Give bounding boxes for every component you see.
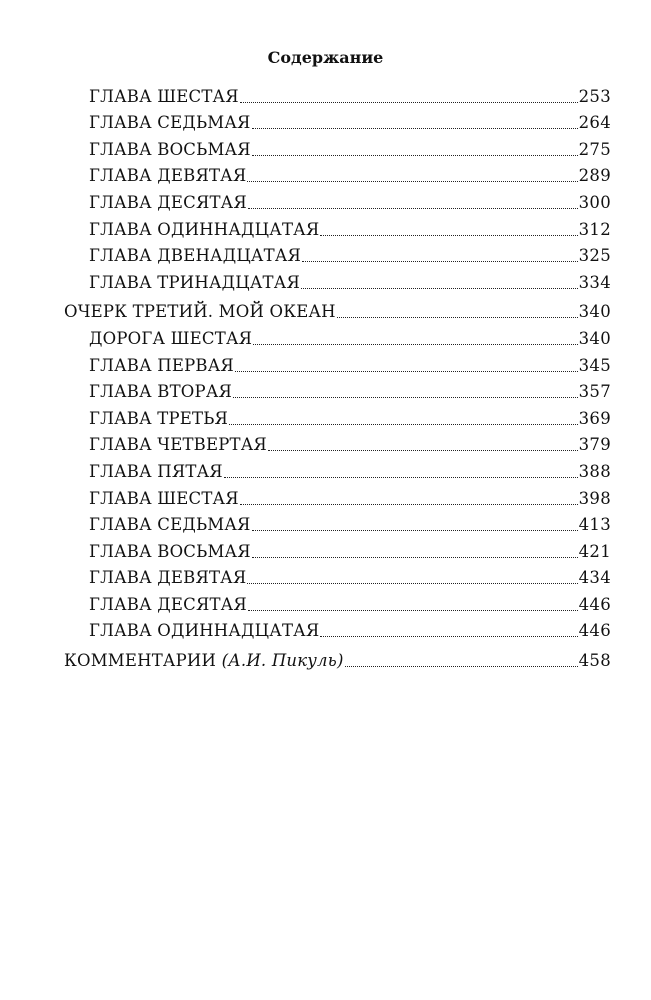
toc-entry-title: ГЛАВА ДЕВЯТАЯ xyxy=(89,568,247,588)
toc-entry xyxy=(0,214,651,241)
toc-entry xyxy=(0,134,651,161)
toc-entry-title: ГЛАВА ДЕСЯТАЯ xyxy=(89,594,247,614)
toc-entry xyxy=(0,616,651,643)
dot-leader xyxy=(248,610,578,611)
toc-entry xyxy=(0,187,651,214)
dot-leader xyxy=(240,504,578,505)
dot-leader xyxy=(224,477,578,478)
dot-leader xyxy=(229,424,578,425)
toc-entry-title: ДОРОГА ШЕСТАЯ xyxy=(89,328,253,348)
toc-entry-title: ГЛАВА ОДИННАДЦАТАЯ xyxy=(89,219,320,239)
dot-leader xyxy=(247,583,577,584)
dot-leader xyxy=(240,102,578,103)
dot-leader xyxy=(252,128,578,129)
toc-entry-title: ГЛАВА СЕДЬМАЯ xyxy=(89,515,251,535)
toc-page-number: 421 xyxy=(578,541,611,561)
toc-page-number: 458 xyxy=(578,651,611,671)
toc-page-number: 345 xyxy=(578,355,611,375)
toc-entry-title: ГЛАВА СЕДЬМАЯ xyxy=(89,113,251,133)
dot-leader xyxy=(268,450,578,451)
toc-page-number: 357 xyxy=(578,382,611,402)
toc-page-number: 413 xyxy=(578,515,611,535)
dot-leader xyxy=(253,344,577,345)
dot-leader xyxy=(252,155,578,156)
toc-entry-title: ГЛАВА ДЕВЯТАЯ xyxy=(89,166,247,186)
dot-leader xyxy=(345,666,578,667)
toc-entry xyxy=(0,536,651,563)
toc-entry-title: ГЛАВА ПЕРВАЯ xyxy=(89,355,234,375)
toc-page-number: 334 xyxy=(578,272,611,292)
dot-leader xyxy=(233,397,578,398)
toc-entry xyxy=(0,483,651,510)
dot-leader xyxy=(301,288,578,289)
toc-entry xyxy=(0,563,651,590)
toc-entry-title: ГЛАВА ШЕСТАЯ xyxy=(89,488,239,508)
toc-entry xyxy=(0,161,651,188)
toc-page-number: 388 xyxy=(578,461,611,481)
toc-page-number: 369 xyxy=(578,408,611,428)
dot-leader xyxy=(320,235,577,236)
toc-section-entry xyxy=(0,645,651,672)
toc-entry xyxy=(0,456,651,483)
toc-page-number: 446 xyxy=(578,621,611,641)
dot-leader xyxy=(252,557,578,558)
toc-page-number: 289 xyxy=(578,166,611,186)
toc-page-number: 325 xyxy=(578,246,611,266)
toc-page-number: 340 xyxy=(578,302,611,322)
toc-entry xyxy=(0,350,651,377)
dot-leader xyxy=(337,317,578,318)
page-title: Содержание xyxy=(267,48,384,67)
toc-entry xyxy=(0,241,651,268)
toc-page-number: 264 xyxy=(578,113,611,133)
toc-page-number: 312 xyxy=(578,219,611,239)
toc-page-number: 446 xyxy=(578,594,611,614)
toc-page-number: 434 xyxy=(578,568,611,588)
toc-entry xyxy=(0,589,651,616)
toc-page-number: 398 xyxy=(578,488,611,508)
toc-entry-title: ГЛАВА ВОСЬМАЯ xyxy=(89,139,251,159)
table-of-contents xyxy=(0,81,651,672)
dot-leader xyxy=(247,181,577,182)
dot-leader xyxy=(248,208,578,209)
toc-entry-title: ГЛАВА ТРИНАДЦАТАЯ xyxy=(89,272,300,292)
toc-entry xyxy=(0,430,651,457)
toc-page-number: 275 xyxy=(578,139,611,159)
dot-leader xyxy=(302,261,578,262)
toc-entry-title: ГЛАВА ДЕСЯТАЯ xyxy=(89,192,247,212)
dot-leader xyxy=(252,530,578,531)
toc-page-number: 253 xyxy=(578,86,611,106)
toc-entry-title: ГЛАВА ЧЕТВЕРТАЯ xyxy=(89,435,267,455)
toc-entry-title: ГЛАВА ОДИННАДЦАТАЯ xyxy=(89,621,320,641)
toc-section-title xyxy=(64,651,344,672)
toc-section-entry xyxy=(0,297,651,324)
toc-page-number: 300 xyxy=(578,192,611,212)
toc-entry xyxy=(0,267,651,294)
toc-entry-title: ГЛАВА ДВЕНАДЦАТАЯ xyxy=(89,246,302,266)
toc-entry-title: ГЛАВА ВОСЬМАЯ xyxy=(89,541,251,561)
toc-entry xyxy=(0,108,651,135)
dot-leader xyxy=(235,371,578,372)
toc-page-number: 340 xyxy=(578,328,611,348)
toc-entry-title: ГЛАВА ВТОРАЯ xyxy=(89,382,233,402)
comments-label: КОММЕНТАРИИ xyxy=(64,651,217,671)
toc-entry-title: ГЛАВА ШЕСТАЯ xyxy=(89,86,239,106)
toc-entry xyxy=(0,377,651,404)
toc-entry-title: ГЛАВА ТРЕТЬЯ xyxy=(89,408,229,428)
toc-section-title: ОЧЕРК ТРЕТИЙ. МОЙ ОКЕАН xyxy=(64,302,336,322)
toc-page-number: 379 xyxy=(578,435,611,455)
toc-entry-title: ГЛАВА ПЯТАЯ xyxy=(89,461,223,481)
toc-entry xyxy=(0,403,651,430)
dot-leader xyxy=(320,636,577,637)
toc-entry xyxy=(0,510,651,537)
toc-entry xyxy=(0,81,651,108)
toc-entry xyxy=(0,323,651,350)
comments-author: (А.И. Пикуль) xyxy=(221,651,344,671)
